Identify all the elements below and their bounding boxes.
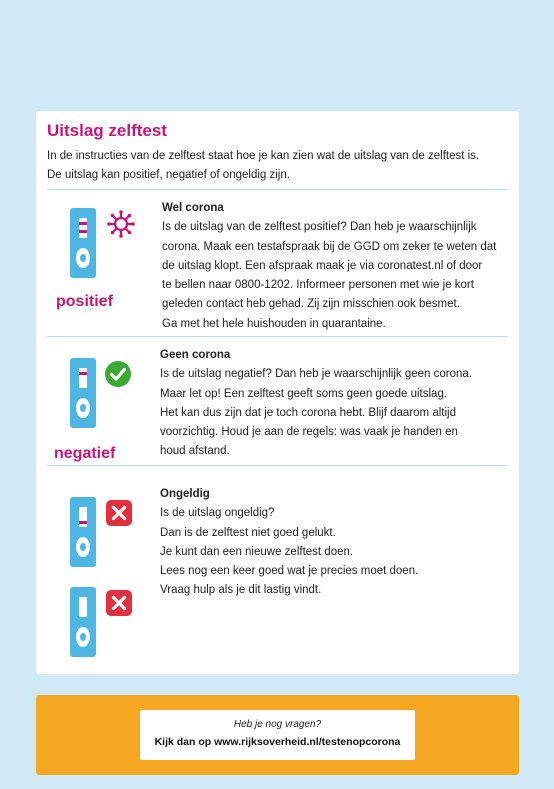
cross-icon (106, 590, 132, 616)
body-line: Ga met het hele huishouden in quarantaine. (162, 317, 386, 330)
intro-line: De uitslag kan positief, negatief of ongeldig zijn. (47, 169, 290, 181)
section-invalid-text (160, 485, 490, 601)
check-icon (104, 360, 132, 388)
body-line: Het kan dus zijn dat je toch corona hebt. Blijf daarom altijd (160, 406, 456, 419)
body-line: Lees nog een keer goed wat je precies moet doen. (160, 565, 419, 578)
body-line: de uitslag klopt. Een afspraak maak je via coronatest.nl of door (162, 259, 483, 272)
body-line: Is de uitslag negatief? Dan heb je waarschijnlijk geen corona. (160, 368, 472, 381)
test-strip-icon (70, 208, 96, 278)
test-strip-icon (70, 497, 96, 567)
cross-icon (106, 500, 132, 526)
virus-icon (107, 210, 135, 238)
intro-line: In de instructies van de zelftest staat hoe je kan zien wat de uitslag van de zelftest is. (47, 150, 480, 162)
footer-banner (36, 695, 519, 775)
label-negative: negatief (54, 445, 116, 462)
body-line: Je kunt dan een nieuwe zelftest doen. (160, 545, 354, 558)
result-card (36, 111, 519, 674)
section-heading: Ongeldig (160, 488, 210, 500)
footer-question: Heb je nog vragen? (233, 719, 322, 730)
body-line: houd afstand. (160, 445, 230, 458)
divider (47, 465, 508, 466)
body-line: geleden contact heb gehad. Zij zijn misschien ook besmet. (162, 298, 460, 311)
test-strip-icon (70, 358, 96, 428)
section-positive-text (162, 199, 497, 334)
body-line: Is de uitslag ongeldig? (160, 507, 275, 520)
body-line: voorzichtig. Houd je aan de regels: was vaak je handen en (160, 426, 458, 439)
body-line: Is de uitslag van de zelftest positief? Dan heb je waarschijnlijk (162, 221, 477, 234)
divider (47, 336, 508, 337)
label-positive: positief (56, 293, 113, 310)
section-heading: Wel corona (162, 202, 224, 214)
body-line: Dan is de zelftest niet goed gelukt. (160, 526, 336, 539)
body-line: te bellen naar 0800-1202. Informeer personen met wie je kort (162, 279, 474, 292)
divider (47, 189, 508, 190)
body-line: corona. Maak een testafspraak bij de GGD om zeker te weten dat (162, 240, 497, 253)
test-strip-icon (70, 587, 96, 657)
body-line: Vraag hulp als je dit lastig vindt. (160, 584, 322, 597)
body-line: Maar let op! Een zelftest geeft soms geen goede uitslag. (160, 387, 448, 400)
card-intro (47, 147, 512, 185)
card-title: Uitslag zelftest (47, 121, 167, 140)
footer-website-link[interactable]: Kijk dan op www.rijksoverheid.nl/testenopcorona (154, 736, 401, 748)
section-heading: Geen corona (160, 349, 231, 361)
footer-info-box (140, 710, 415, 760)
section-negative-text (160, 346, 490, 462)
